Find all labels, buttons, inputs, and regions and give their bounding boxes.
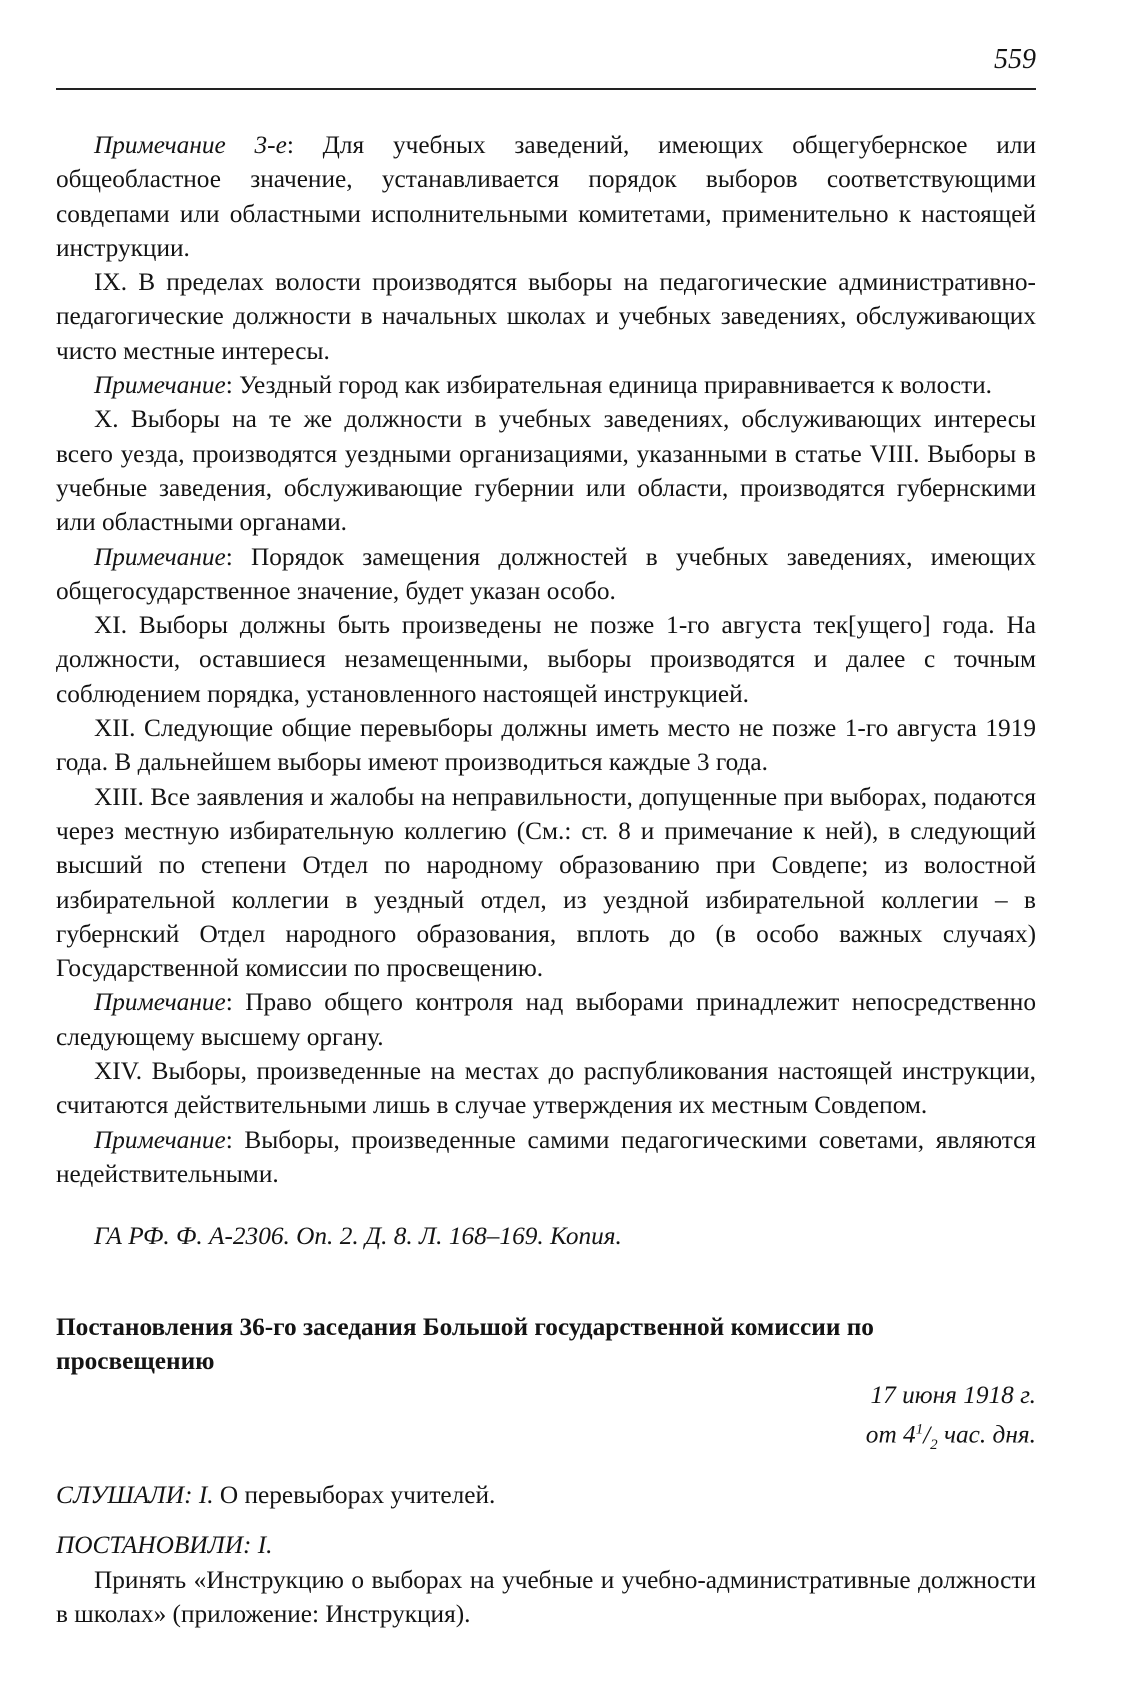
article-xiv: XIV. Выборы, произведенные на местах до распубликования настоящей инструкции, считаются действительными лишь в случае утверждения их местным Совдепом. [56,1057,1036,1120]
heard-text: О перевыборах учителей. [213,1481,496,1510]
note-text: : Для учебных заведений, имеющих общегубернское или общеобластное значение, устанавливается порядок выборов соответствующими совдепами или областными исполнительными комитетами, применительно к настоящей инструкции. [56,131,1037,262]
resolved-label: ПОСТАНОВИЛИ: I. [56,1531,273,1560]
meeting-time [56,1412,1036,1462]
note-text: : Право общего контроля над выборами принадлежит непосредственно следующему высшему органу. [56,988,1036,1051]
note-label: Примечание [94,988,226,1017]
header-rule [56,88,1036,90]
section-heading: Постановления 36-го заседания Большой государственной комиссии по просвещению [56,1312,874,1375]
fraction-denominator: 2 [930,1436,938,1453]
article-x: X. Выборы на те же должности в учебных заведениях, обслуживающих интересы всего уезда, производятся уездными организациями, указанными в статье VIII. Выборы в учебные заведения, обслуживающие губернии или области, производятся губернскими или областными органами. [56,405,1036,537]
document-body [56,128,1036,1631]
time-suffix: час. дня. [937,1420,1036,1449]
meeting-date: 17 июня 1918 г. [870,1381,1036,1410]
note-text: : Выборы, произведенные самими педагогическими советами, являются недействительными. [56,1125,1036,1188]
note-paragraph [56,985,1036,1054]
note-paragraph [56,368,1036,402]
article-xii: XII. Следующие общие перевыборы должны иметь место не позже 1-го августа 1919 года. В дальнейшем выборы имеют производиться каждые 3 года. [56,714,1036,777]
note-paragraph [56,1123,1036,1192]
page-number: 559 [994,44,1036,75]
note-text: : Порядок замещения должностей в учебных заведениях, имеющих общегосударственное значение, будет указан особо. [56,542,1036,605]
note-label: Примечание 3-е [94,131,287,159]
note-label: Примечание [94,1125,226,1154]
time-fraction: $^1/_2$ [915,1421,938,1453]
resolution-text: Принять «Инструкцию о выборах на учебные и учебно-административные должности в школах» (приложение: Инструкция). [56,1565,1036,1628]
note-paragraph [56,540,1036,609]
time-prefix: от 4 [865,1420,916,1449]
note-paragraph [56,128,1036,265]
heard-label: СЛУШАЛИ: I. [56,1481,214,1510]
note-label: Примечание [94,371,226,400]
article-xi: XI. Выборы должны быть произведены не позже 1-го августа тек[ущего] года. На должности, оставшиеся незамещенными, выборы производятся и далее с точным соблюдением порядка, установленного настоящей инструкцией. [56,611,1036,708]
heard-item [56,1478,1036,1512]
archive-source: ГА РФ. Ф. А-2306. Оп. 2. Д. 8. Л. 168–169. Копия. [94,1222,622,1251]
note-label: Примечание [94,542,226,571]
article-ix: IX. В пределах волости производятся выборы на педагогические административно-педагогические должности в начальных школах и учебных заведениях, обслуживающих чисто местные интересы. [56,268,1036,365]
note-text: : Уездный город как избирательная единица приравнивается к волости. [225,371,993,400]
article-xiii: XIII. Все заявления и жалобы на неправильности, допущенные при выборах, подаются через местную избирательную коллегию (См.: ст. 8 и примечание к ней), в следующий высший по степени Отдел по народному образованию при Совдепе; из волостной избирательной коллегии в уездный отдел, из уездной избирательной коллегии – в губернский Отдел народного образования, вплоть до (в особо важных случаях) Государственной комиссии по просвещению. [56,782,1036,983]
fraction-numerator: 1 [915,1421,924,1438]
